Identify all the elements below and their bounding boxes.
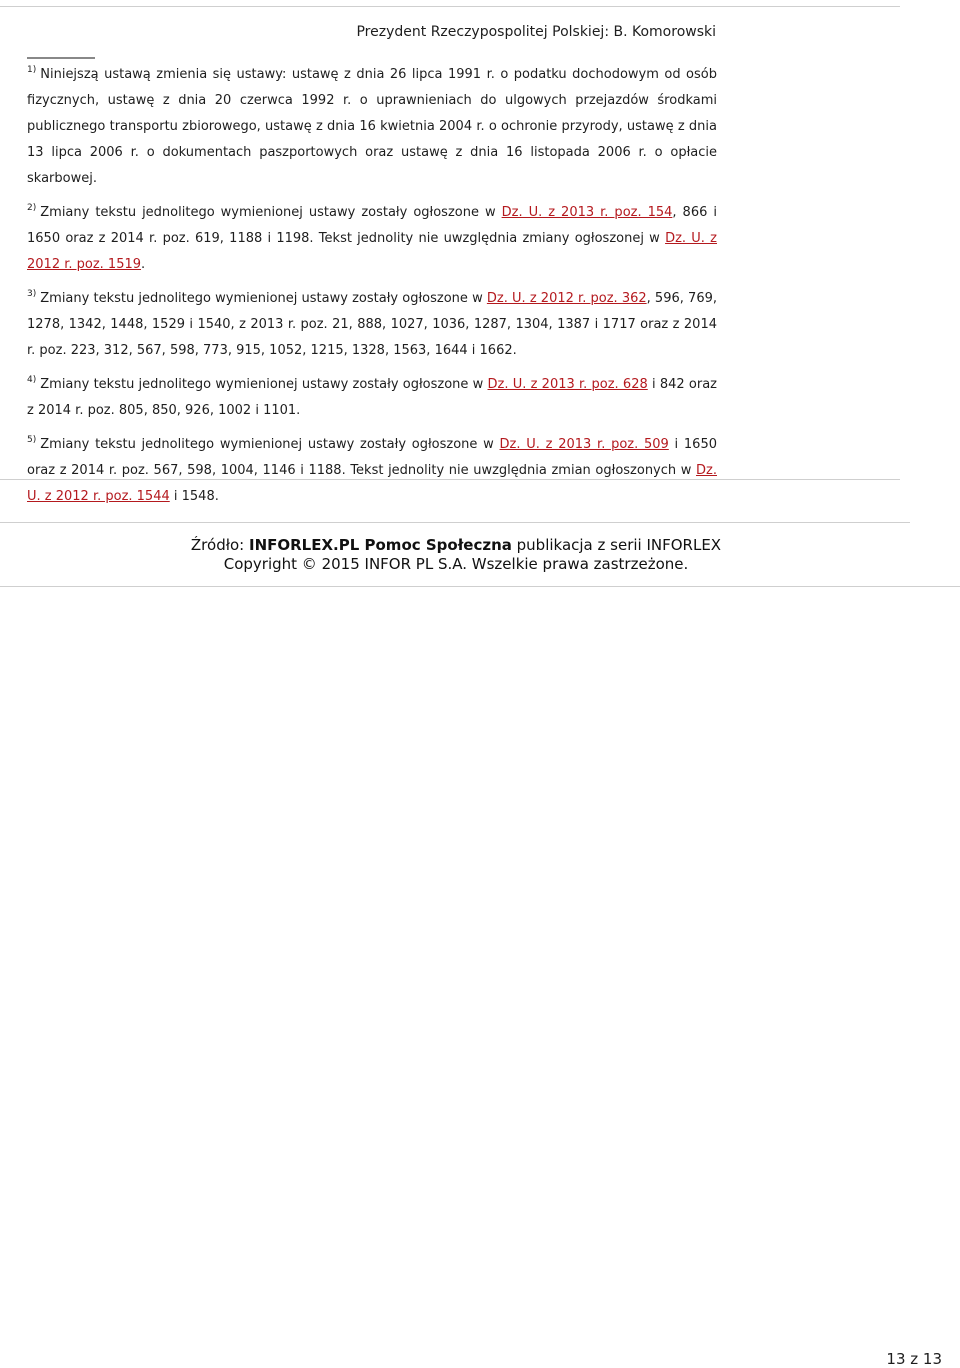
footnote-text: , 866 i 1650 oraz z 2014 r. poz. 619, 1188 i 1198. Tekst jednolity nie uwzględnia zmiany ogłoszonej w [27, 205, 717, 246]
footer-divider-bottom [0, 586, 960, 587]
source-name: INFORLEX.PL Pomoc Społeczna [248, 536, 512, 554]
top-divider [0, 6, 900, 7]
journal-link[interactable]: Dz. U. z 2012 r. poz. 362 [486, 291, 647, 306]
source-suffix: publikacja z serii INFORLEX [511, 536, 722, 554]
footnote-2 [27, 200, 717, 278]
footnotes-section [27, 62, 717, 518]
journal-link[interactable]: Dz. U. z 2013 r. poz. 509 [499, 437, 669, 452]
footnote-text: Niniejszą ustawą zmienia się ustawy: ustawę z dnia 26 lipca 1991 r. o podatku dochodowym od osób fizycznych, ustawę z dnia 20 czerwca 1992 r. o uprawnieniach do ulgowych przejazdów środkami publicznego transportu zbiorowego, ustawę z dnia 16 kwietnia 2004 r. o ochronie przyrody, ustawę z dnia 13 lipca 2006 r. o dokumentach paszportowych oraz ustawę z dnia 16 listopada 2006 r. o opłacie skarbowej. [27, 67, 717, 186]
footnote-3 [27, 286, 717, 364]
footnote-text: Zmiany tekstu jednolitego wymienionej ustawy zostały ogłoszone w [40, 437, 500, 452]
journal-link[interactable]: Dz. U. z 2013 r. poz. 628 [487, 377, 648, 392]
president-signature: Prezydent Rzeczypospolitej Polskiej: B. Komorowski [356, 24, 716, 40]
footnote-5 [27, 432, 717, 510]
footnote-text: Zmiany tekstu jednolitego wymienionej ustawy zostały ogłoszone w [40, 205, 502, 220]
journal-link[interactable]: Dz. U. z 2012 r. poz. 1544 [27, 463, 717, 504]
footnote-text: , 596, 769, 1278, 1342, 1448, 1529 i 1540, z 2013 r. poz. 21, 888, 1027, 1036, 1287, 1304, 1387 i 1717 oraz z 2014 r. poz. 223, 312, 567, 598, 773, 915, 1052, 1215, 1328, 1563, 1644 i 1662. [27, 291, 717, 358]
footnote-text: i 1650 oraz z 2014 r. poz. 567, 598, 1004, 1146 i 1188. Tekst jednolity nie uwzględnia zmian ogłoszonych w [27, 437, 717, 478]
source-attribution [0, 536, 912, 574]
footnote-text: . [141, 257, 146, 272]
footnote-text: i 842 oraz z 2014 r. poz. 805, 850, 926, 1002 i 1101. [27, 377, 717, 418]
footnote-marker: 3) [27, 289, 37, 299]
footnote-marker: 5) [27, 435, 37, 445]
copyright-line: Copyright © 2015 INFOR PL S.A. Wszelkie prawa zastrzeżone. [223, 555, 689, 573]
footnote-separator [27, 57, 95, 59]
page-number: 13 z 13 [886, 1350, 942, 1368]
source-line [0, 536, 912, 555]
footnote-marker: 1) [27, 65, 37, 75]
journal-link[interactable]: Dz. U. z 2013 r. poz. 154 [501, 205, 673, 220]
content-divider [0, 479, 900, 480]
footer-divider-top [0, 522, 910, 523]
footnote-text: i 1548. [169, 489, 219, 504]
footnote-marker: 2) [27, 203, 37, 213]
footnote-text: Zmiany tekstu jednolitego wymienionej ustawy zostały ogłoszone w [40, 291, 487, 306]
footnote-1 [27, 62, 717, 192]
footnote-text: Zmiany tekstu jednolitego wymienionej ustawy zostały ogłoszone w [40, 377, 488, 392]
footnote-4 [27, 372, 717, 424]
source-prefix: Źródło: [190, 536, 249, 554]
journal-link[interactable]: Dz. U. z 2012 r. poz. 1519 [27, 231, 717, 272]
footnote-marker: 4) [27, 375, 37, 385]
